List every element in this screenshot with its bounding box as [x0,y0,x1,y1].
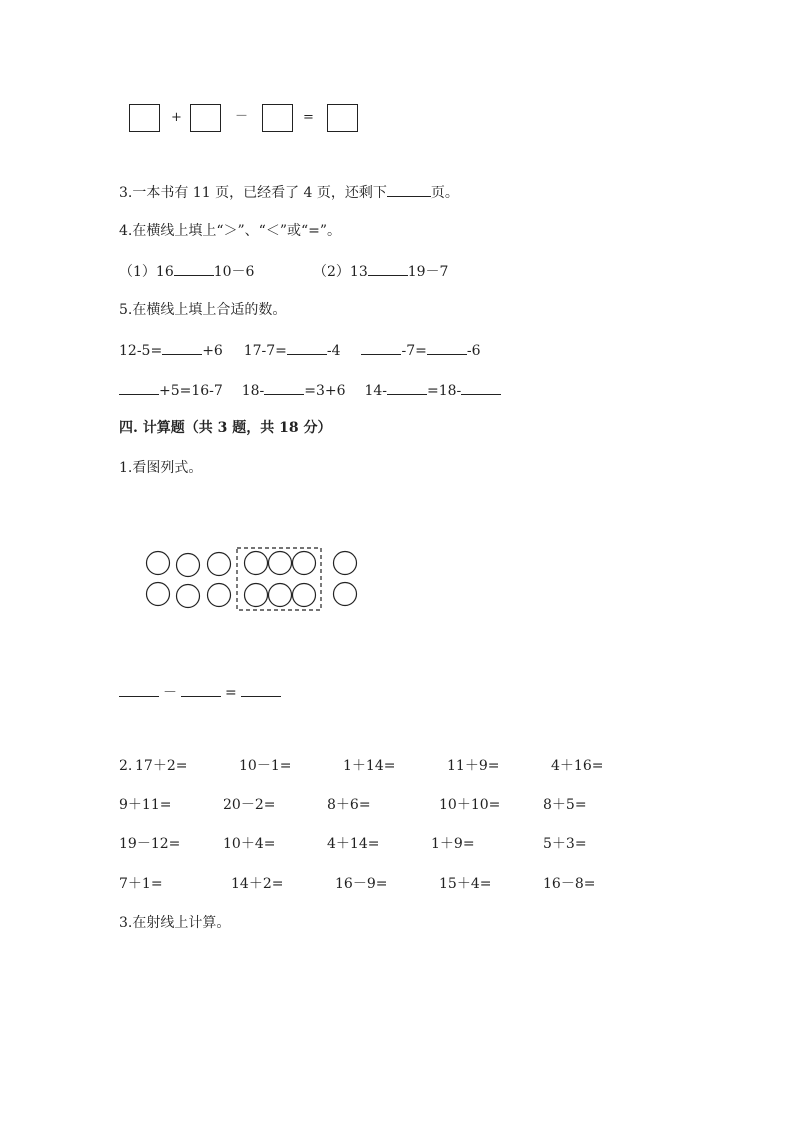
row-1-expr-c-end: -6 [466,343,481,359]
equals-sign: = [303,110,314,125]
problem-3-text: 在射线上计算。 [132,915,231,931]
answer-equals: = [225,685,237,701]
problem-2-cell: 5＋3= [543,836,587,852]
circle [208,553,231,576]
question-4-number: 4. [119,223,133,239]
problem-1-text: 看图列式。 [132,460,203,476]
part-2-rhs: 19－7 [407,264,449,280]
row-1-expr-a-start: 12-5= [119,343,163,359]
part-1-lhs: （1）16 [119,264,174,280]
row-2-expr-b-end: =3+6 [304,383,346,399]
problem-2-cell: 1＋14= [343,758,396,774]
problem-2-cell: 4＋14= [327,836,380,852]
problem-3-number: 3. [119,915,133,931]
problem-2-cell: 10－1= [239,758,292,774]
answer-blank-1[interactable] [119,682,159,697]
row-2-expr-c-start: 14- [364,383,388,399]
question-5-text: 在横线上填上合适的数。 [132,302,287,318]
row-1-expr-b-start: 17-7= [243,343,287,359]
circle [334,583,357,606]
part-2-lhs: （2）13 [313,264,368,280]
circle [334,552,357,575]
row-1-expr-b-end: -4 [326,343,341,359]
circle [293,584,316,607]
circle [147,583,170,606]
question-5-number: 5. [119,302,133,318]
answer-minus: － [163,685,177,701]
circle [208,584,231,607]
problem-2-cell: 16－9= [335,876,388,892]
answer-blank-2[interactable] [181,682,221,697]
part-1-rhs: 10－6 [213,264,255,280]
dashed-selection-box [237,548,321,610]
problem-2-cell: 11＋9= [447,758,500,774]
row-1-expr-c-mid: -7= [401,343,427,359]
row-2-expr-a-end: +5=16-7 [159,383,223,399]
problem-2-cell: 4＋16= [551,758,604,774]
problem-2-cell: 8＋6= [327,797,371,813]
question-4-text: 在横线上填上“＞”、“＜”或“=”。 [132,223,342,239]
problem-2-cell: 1＋9= [431,836,475,852]
plus-sign: + [171,110,182,125]
circle [177,585,200,608]
circle [147,552,170,575]
circle [269,552,292,575]
circle [177,554,200,577]
circle [245,584,268,607]
row-2-expr-b-start: 18- [241,383,265,399]
row-1-expr-a-end: +6 [202,343,223,359]
row-2-expr-c-mid: =18- [427,383,462,399]
circle [245,552,268,575]
problem-2-cell: 14＋2= [231,876,284,892]
question-3-text: 一本书有 11 页，已经看了 4 页，还剩下 [132,185,387,201]
problem-2-cell: 10＋10= [439,797,501,813]
problem-2-cell: 20－2= [223,797,276,813]
problem-3 [119,913,230,933]
problem-2-cell: 15＋4= [439,876,492,892]
problem-2-cell: 16－8= [543,876,596,892]
problem-2-cell: 17＋2= [135,758,188,774]
problem-2-cell: 7＋1= [119,876,163,892]
problem-2-cell: 8＋5= [543,797,587,813]
problem-1-number: 1. [119,460,133,476]
problem-2-number: 2. [119,758,133,774]
section-4-title: 四. 计算题（共 3 题，共 18 分） [119,420,332,436]
circle [293,552,316,575]
minus-sign: － [235,109,249,124]
problem-1-answer-line [119,682,281,703]
answer-blank-3[interactable] [241,682,281,697]
problem-2-cell: 9＋11= [119,797,172,813]
problem-2-cell: 19－12= [119,836,181,852]
problem-2-cell: 10＋4= [223,836,276,852]
circle [269,584,292,607]
question-3-unit: 页。 [430,185,459,201]
question-3-number: 3. [119,185,133,201]
